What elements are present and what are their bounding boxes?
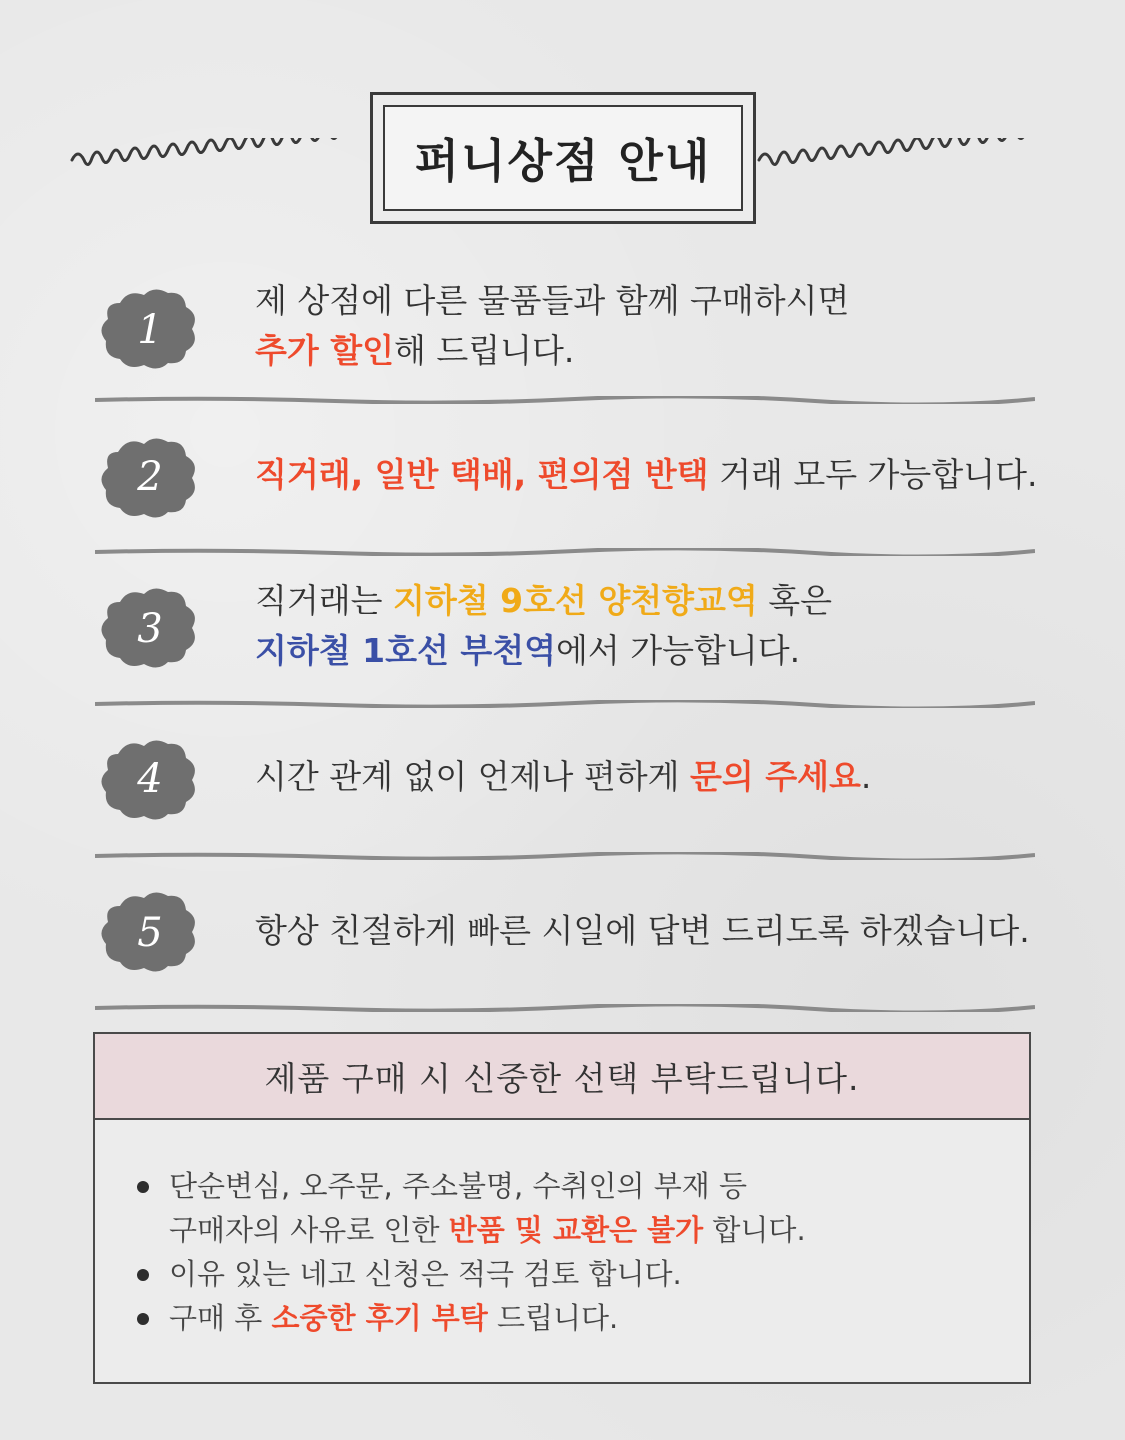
info-item-1 (95, 280, 1035, 410)
item-number-5: 5 (137, 910, 163, 956)
info-item-3 (95, 581, 1035, 714)
item-3-line1-pre: 직거래는 (255, 581, 394, 620)
divider-5 (95, 1004, 1035, 1012)
notice-heading: 제품 구매 시 신중한 선택 부탁드립니다. (264, 1058, 860, 1098)
item-text-4 (255, 752, 871, 802)
item-4-pre: 시간 관계 없이 언제나 편하게 (255, 757, 690, 796)
title-frame-inner (383, 105, 743, 211)
highlight-station-yangcheon: 지하철 9호선 양천향교역 (393, 581, 758, 620)
notice-bullet-3-post: 드립니다. (487, 1301, 619, 1335)
item-number-2: 2 (137, 454, 163, 500)
item-1-line2 (255, 326, 849, 376)
highlight-inquiry: 문의 주세요 (690, 757, 861, 796)
bullet-dot (137, 1181, 149, 1193)
notice-bullet-1-line2 (169, 1208, 1009, 1252)
item-text-3 (255, 576, 832, 676)
title-frame (370, 92, 756, 224)
notice-box (93, 1032, 1031, 1384)
notice-bullet-1-pre: 구매자의 사유로 인한 (169, 1213, 449, 1247)
highlight-station-bucheon: 지하철 1호선 부천역 (255, 631, 556, 670)
bullet-dot (137, 1269, 149, 1281)
highlight-discount: 추가 할인 (255, 331, 395, 370)
item-text-1 (255, 276, 849, 376)
page-title: 퍼니상점 안내 (414, 134, 712, 188)
notice-bullet-3-pre: 구매 후 (169, 1301, 272, 1335)
item-number-1: 1 (137, 307, 163, 353)
item-3-line1-post: 혹은 (757, 581, 832, 620)
item-number-3: 3 (137, 606, 163, 652)
notice-header (95, 1034, 1029, 1120)
notice-body (135, 1164, 1009, 1340)
info-item-2 (95, 432, 1038, 562)
divider-2 (95, 548, 1035, 556)
info-item-4 (95, 736, 1035, 866)
item-4-post: . (860, 757, 872, 796)
title-header (70, 92, 1055, 226)
divider-4 (95, 852, 1035, 860)
item-3-line2-rest: 에서 가능합니다. (555, 631, 801, 670)
divider-3 (95, 700, 1035, 708)
highlight-review-request: 소중한 후기 부탁 (271, 1301, 488, 1335)
notice-bullet-1-line1: 단순변심, 오주문, 주소불명, 수취인의 부재 등 (169, 1169, 747, 1203)
highlight-no-return: 반품 및 교환은 불가 (448, 1213, 704, 1247)
item-3-line1 (255, 576, 832, 626)
item-number-4: 4 (137, 756, 163, 802)
bullet-dot (137, 1313, 149, 1325)
item-2-rest: 거래 모두 가능합니다. (708, 455, 1038, 494)
notice-bullet-2-text: 이유 있는 네고 신청은 적극 검토 합니다. (169, 1257, 682, 1291)
notice-bullet-2 (135, 1252, 1009, 1296)
item-1-line1: 제 상점에 다른 물품들과 함께 구매하시면 (255, 281, 850, 320)
item-text-5: 항상 친절하게 빠른 시일에 답변 드리도록 하겠습니다. (255, 911, 1030, 950)
item-text-2 (255, 450, 1037, 500)
scribble-decoration-left (70, 138, 368, 178)
item-3-line2 (255, 626, 832, 676)
scribble-decoration-right (757, 138, 1055, 178)
notice-bullet-3 (135, 1296, 1009, 1340)
notice-bullet-1 (135, 1164, 1009, 1252)
divider-1 (95, 396, 1035, 404)
highlight-delivery-methods: 직거래, 일반 택배, 편의점 반택 (255, 455, 709, 494)
notice-bullet-1-post: 합니다. (703, 1213, 806, 1247)
info-item-5 (95, 888, 1035, 1018)
item-1-line2-rest: 해 드립니다. (394, 331, 575, 370)
